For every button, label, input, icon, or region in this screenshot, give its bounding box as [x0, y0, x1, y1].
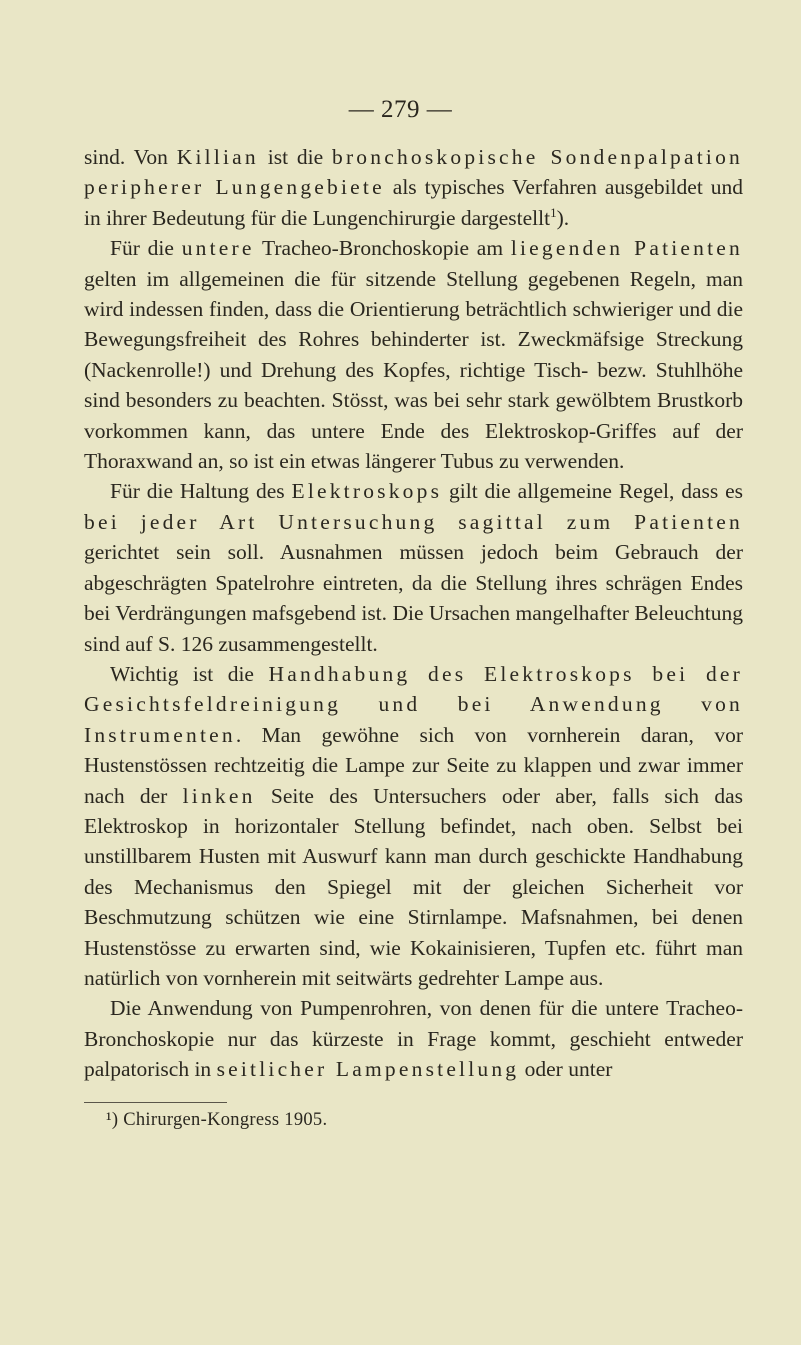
- text-run: gelten im allgemeinen die für sitzende Stellung gegebenen Regeln, man wird indessen finden, dass die Orientierung beträchtlich schwieriger und die Bewegungsfreiheit des Rohres behinderter ist. Zweckmäfsige Streckung (Nackenrolle!) und Drehung des Kopfes, richtige Tisch- bezw. Stuhlhöhe sind besonders zu beachten. Stösst, was bei sehr stark gewölbtem Brustkorb vorkommen kann, das untere Ende des Elektroskop-Griffes auf der Thoraxwand an, so ist ein etwas längerer Tubus zu verwenden.: [84, 266, 743, 474]
- spaced-text-run: Elektroskops: [291, 479, 443, 504]
- page-number: — 279 —: [348, 96, 453, 123]
- spaced-text-run: Handhabung des Elektroskops bei der Gesichtsfeldreinigung und bei Anwendung von Instrumenten: [84, 661, 743, 747]
- paragraph: [84, 659, 743, 993]
- spaced-text-run: Killian: [176, 145, 259, 169]
- spaced-text-run: seitlicher Lampenstellung: [216, 1057, 520, 1082]
- paragraph: [84, 476, 743, 658]
- footnote-marker: 1: [550, 204, 557, 220]
- text-run: ist die: [258, 145, 332, 169]
- text-run: Seite des Untersuchers oder aber, falls sich das Elektroskop in horizontaler Stellung befindet, nach oben. Selbst bei unstillbarem Husten mit Auswurf kann man durch geschickte Handhabung des Mechanismus den Spiegel mit der gleichen Sicherheit vor Beschmutzung schützen wie eine Stirnlampe. Mafsnahmen, bei denen Hustenstösse zu erwarten sind, wie Kokainisieren, Tupfen etc. führt man natürlich von vornherein mit seitwärts gedrehter Lampe aus.: [84, 783, 743, 990]
- text-run: Wichtig ist die: [110, 661, 269, 686]
- body-text: [84, 142, 743, 1085]
- footnote-divider: [84, 1102, 227, 1103]
- text-run: oder unter: [519, 1057, 613, 1082]
- text-run: Für die: [110, 236, 182, 261]
- spaced-text-run: linken: [182, 783, 256, 808]
- text-run: Die Anwendung von Pumpenrohren, von denen für die untere Tracheo-Bronchoskopie nur das kürzeste in Frage kommt, geschieht entweder palpatorisch in: [84, 996, 743, 1082]
- text-run: als typisches Verfahren ausgebildet und in ihrer Bedeutung für die Lungenchirurgie dargestellt: [84, 175, 743, 230]
- spaced-text-run: bronchoskopische Sondenpalpation peripherer Lungengebiete: [84, 145, 743, 200]
- text-run: gilt die allgemeine Regel, dass es: [442, 479, 743, 504]
- paragraph: [84, 993, 743, 1084]
- spaced-text-run: liegenden Patienten: [510, 236, 743, 261]
- spaced-text-run: bei jeder Art Untersuchung sagittal zum Patienten: [84, 509, 743, 534]
- text-run: ).: [556, 205, 570, 230]
- spaced-text-run: untere: [181, 236, 255, 261]
- paragraph: [84, 233, 743, 476]
- paragraph: [84, 142, 743, 233]
- footnote: ¹) Chirurgen-Kongress 1905.: [106, 1110, 328, 1130]
- text-run: Für die Haltung des: [110, 479, 292, 504]
- text-run: . Man gewöhne sich von vornherein daran, vor Hustenstössen rechtzeitig die Lampe zur Seite zu klappen und zwar immer nach der: [84, 722, 743, 808]
- text-run: gerichtet sein soll. Ausnahmen müssen jedoch beim Gebrauch der abgeschrägten Spatelrohre eintreten, da die Stellung ihres schrägen Endes bei Verdrängungen mafsgebend ist. Die Ursachen mangelhafter Beleuchtung sind auf S. 126 zusammengestellt.: [84, 540, 743, 656]
- text-run: sind. Von: [84, 145, 177, 169]
- text-run: Tracheo-Bronchoskopie am: [254, 236, 511, 261]
